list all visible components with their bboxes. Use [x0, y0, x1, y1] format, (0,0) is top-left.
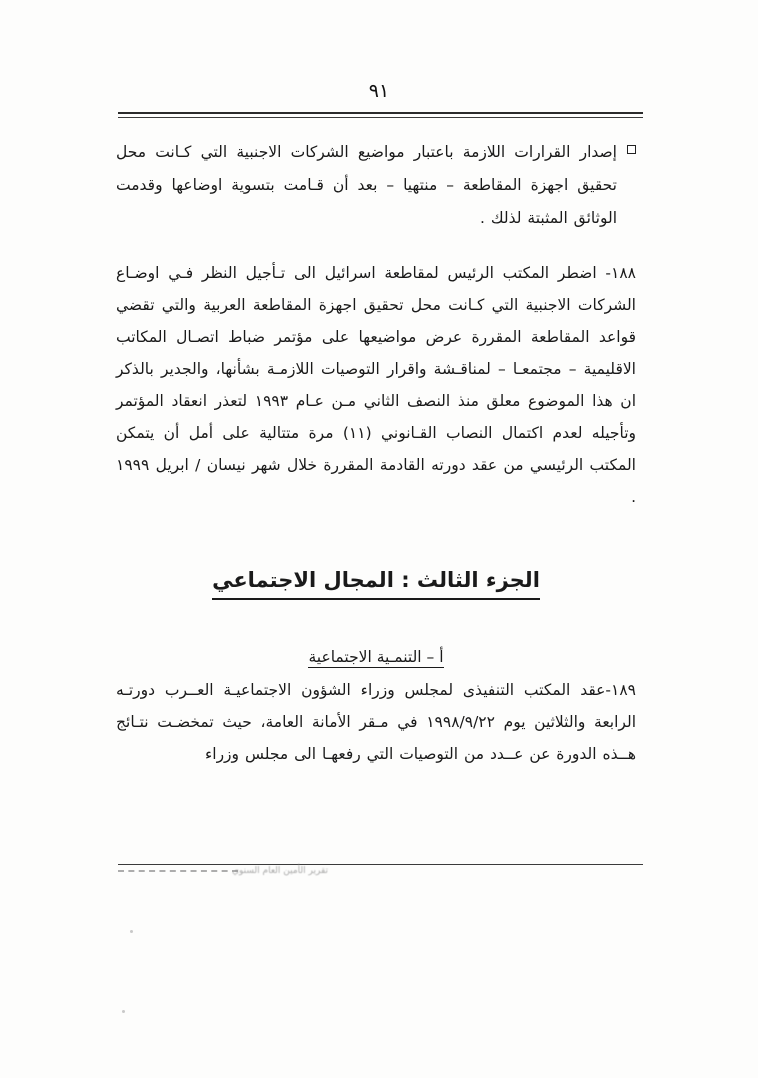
- bullet-paragraph-text: إصدار القرارات اللازمة باعتبار مواضيع الشركات الاجنبية التي كـانت محل تحقيق اجهزة المقاطعة – منتهيا – بعد أن قـامت بتسوية اوضاعها وقدمت الوثائق المثبتة لذلك .: [116, 143, 617, 227]
- footer-note-text: تقرير الأمين العام السنوي: [231, 866, 328, 876]
- header-rule: [118, 112, 643, 114]
- paragraph-188: ١٨٨- اضطر المكتب الرئيس لمقاطعة اسرائيل الى تـأجيل النظر فـي اوضـاع الشركات الاجنبية التي كـانت محل تحقيق اجهزة المقاطعة العربية والتي تقضي قواعد المقاطعة المقررة عرض مواضيعها على مؤتمر ضباط اتصـال المكاتب الاقليمية – مجتمعـا – لمناقـشة واقرار التوصيات اللازمـة بشأنها، والجدير بالذكر ان هذا الموضوع معلق منذ النصف الثاني مـن عـام ١٩٩٣ لتعذر انعقاد المؤتمر وتأجيله لعدم اكتمال النصاب القـانوني (١١) مرة متتالية على أمل أن يتمكن المكتب الرئيسي من عقد دورته القادمة المقررة خلال شهر نيسان / ابريل ١٩٩٩ .: [116, 264, 637, 506]
- paragraph-189: ١٨٩-عقد المكتب التنفيذى لمجلس وزراء الشؤون الاجتماعيـة العــرب دورتـه الرابعة والثلاثين يوم ١٩٩٨/٩/٢٢ في مـقر الأمانة العامة، حيث تمخضـت نتـائج هــذه الدورة عن عــدد من التوصيات التي رفعهـا الى مجلس وزراء: [116, 681, 637, 763]
- footer-rule: [118, 864, 643, 865]
- section-title-text: الجزء الثالث : المجال الاجتماعي: [212, 565, 540, 600]
- page-number: ٩١: [368, 80, 390, 102]
- subsection-title-text: أ – التنمـية الاجتماعية: [308, 648, 444, 666]
- page-speck: [122, 1010, 125, 1013]
- bullet-item: [116, 136, 636, 235]
- document-body: [116, 136, 636, 780]
- square-bullet-icon: [627, 145, 636, 154]
- section-heading: [116, 565, 636, 600]
- subsection-heading: [116, 648, 636, 668]
- page-speck: [130, 930, 133, 933]
